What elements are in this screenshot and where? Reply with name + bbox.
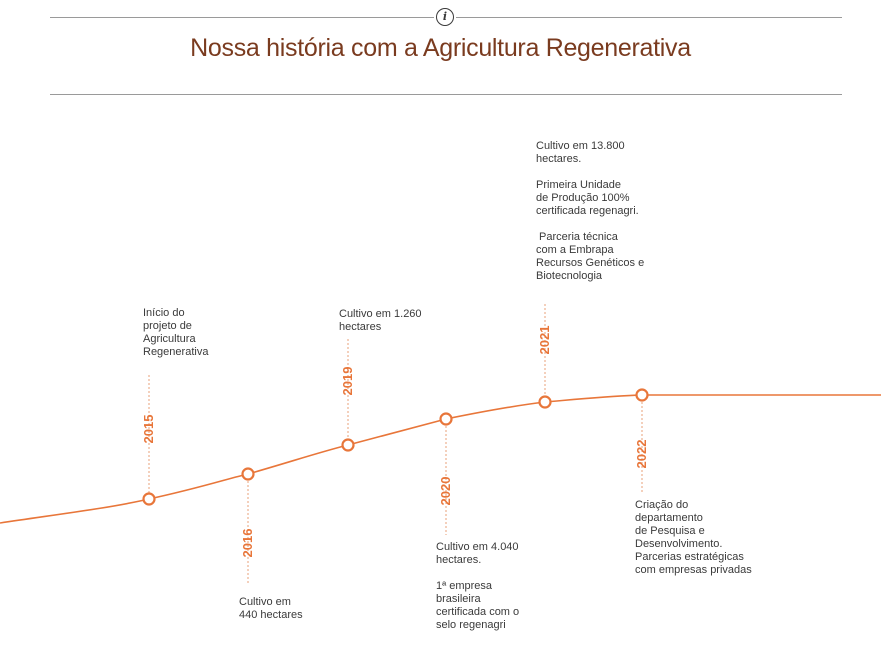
note-line: Cultivo em: [239, 596, 291, 608]
note-line: de Produção 100%: [536, 192, 630, 204]
note-line: Regenerativa: [143, 346, 209, 358]
marker-2016[interactable]: [243, 469, 254, 480]
milestone-note-2015: [143, 307, 208, 359]
note-line: hectares.: [436, 554, 482, 566]
note-line: hectares.: [536, 153, 582, 165]
note-line: Desenvolvimento.: [635, 538, 723, 550]
milestone-note-2019: [339, 308, 422, 334]
note-line: Cultivo em 4.040: [436, 541, 519, 553]
note-line: hectares: [339, 321, 382, 333]
note-line: com a Embrapa: [536, 244, 614, 256]
note-line: brasileira: [436, 593, 481, 605]
note-line: 440 hectares: [239, 609, 303, 621]
marker-2022[interactable]: [637, 390, 648, 401]
year-label-2022: 2022: [634, 439, 649, 469]
note-line: certificada com o: [436, 606, 520, 618]
year-label-2021: 2021: [537, 325, 552, 355]
note-line: selo regenagri: [436, 619, 506, 631]
note-gap: [536, 218, 644, 231]
year-label-2015: 2015: [141, 414, 156, 444]
note-line: Parcerias estratégicas: [635, 551, 744, 563]
page-title: Nossa história com a Agricultura Regenerativa: [190, 34, 691, 62]
note-line: Biotecnologia: [536, 270, 603, 282]
milestone-note-2020: [436, 541, 519, 632]
note-line: Criação do: [635, 499, 689, 511]
note-line: Cultivo em 1.260: [339, 308, 422, 320]
note-line: Início do: [143, 307, 185, 319]
note-line: certificada regenagri.: [536, 205, 639, 217]
note-line: departamento: [635, 512, 703, 524]
note-line: com empresas privadas: [635, 564, 752, 576]
year-label-2019: 2019: [340, 366, 355, 396]
year-label-2016: 2016: [240, 528, 255, 558]
marker-2019[interactable]: [343, 440, 354, 451]
note-line: 1ª empresa: [436, 580, 493, 592]
note-line: projeto de: [143, 320, 192, 332]
note-gap: [436, 567, 519, 580]
year-label-2020: 2020: [438, 476, 453, 506]
note-line: Primeira Unidade: [536, 179, 621, 191]
marker-2021[interactable]: [540, 397, 551, 408]
milestone-note-2016: [239, 596, 303, 622]
milestone-note-2022: [635, 499, 752, 577]
note-line: Agricultura: [143, 333, 196, 345]
marker-2015[interactable]: [144, 494, 155, 505]
note-line: Recursos Genéticos e: [536, 257, 645, 269]
milestone-note-2021: [536, 140, 644, 283]
note-line: Parceria técnica: [536, 231, 618, 243]
note-gap: [536, 166, 644, 179]
note-line: Cultivo em 13.800: [536, 140, 625, 152]
info-icon[interactable]: i: [436, 8, 454, 26]
marker-2020[interactable]: [441, 414, 452, 425]
note-line: de Pesquisa e: [635, 525, 705, 537]
